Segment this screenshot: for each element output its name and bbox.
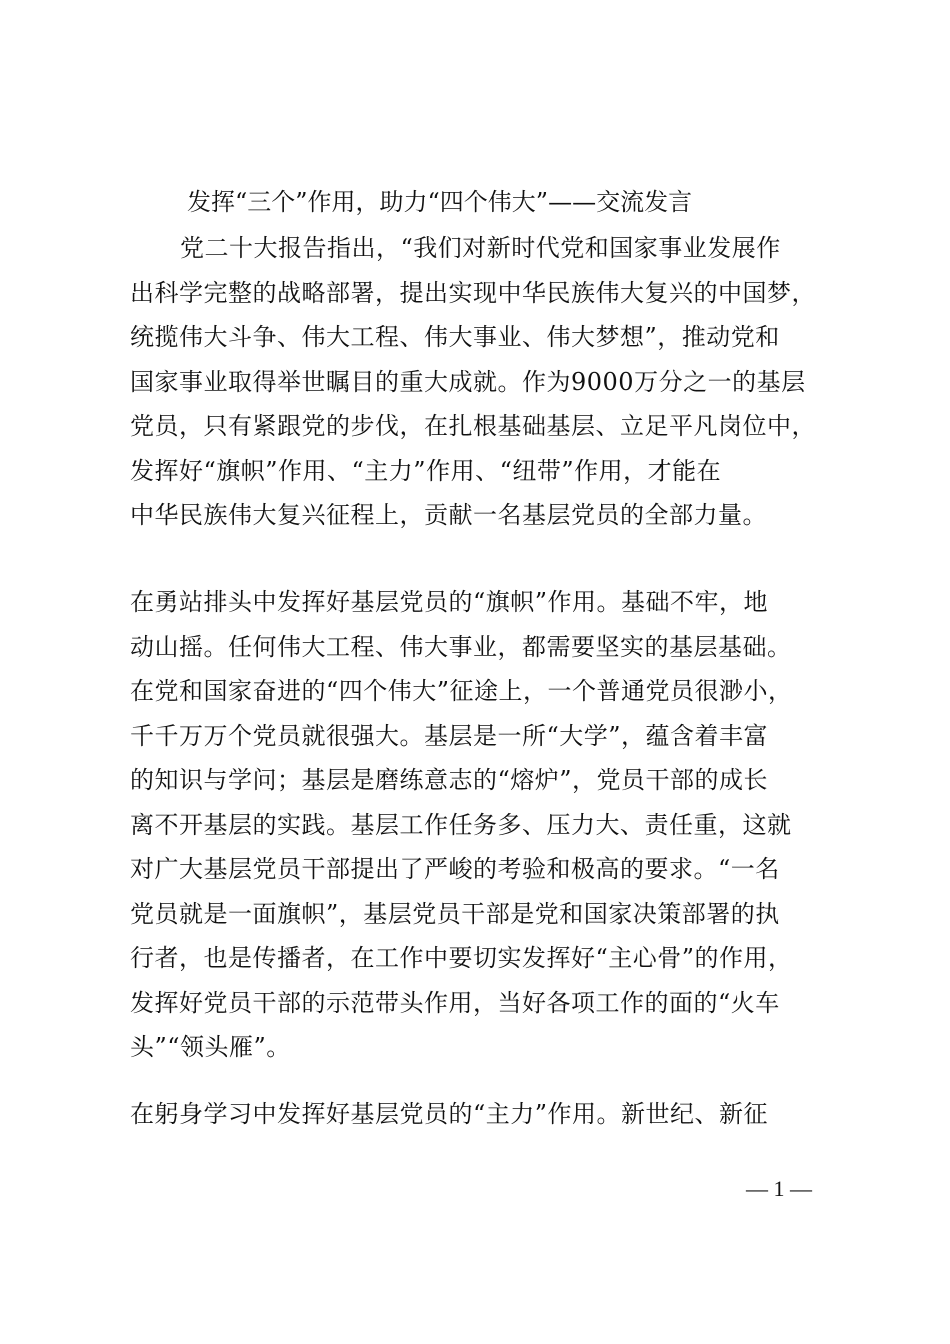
text-line: 千千万万个党员就很强大。基层是一所“大学”，蕴含着丰富 xyxy=(130,721,769,750)
document-title: 发挥“三个”作用，助力“四个伟大”——交流发言 xyxy=(187,188,693,216)
text-line: 离不开基层的实践。基层工作任务多、压力大、责任重，这就 xyxy=(130,810,792,839)
text-line: 党员，只有紧跟党的步伐，在扎根基础基层、立足平凡岗位中， xyxy=(130,412,816,440)
page-number: — 1 — xyxy=(746,1176,812,1201)
text-line: 在党和国家奋进的“四个伟大”征途上，一个普通党员很渺小， xyxy=(130,677,793,705)
text-line: 在躬身学习中发挥好基层党员的“主力”作用。新世纪、新征 xyxy=(130,1100,769,1128)
text-line: 对广大基层党员干部提出了严峻的考验和极高的要求。“一名 xyxy=(130,855,780,883)
text-line: 在勇站排头中发挥好基层党员的“旗帜”作用。基础不牢，地 xyxy=(130,588,769,616)
text-line: 的知识与学问；基层是磨练意志的“熔炉”，党员干部的成长 xyxy=(130,766,769,794)
text-line: 发挥好党员干部的示范带头作用，当好各项工作的面的“火车 xyxy=(130,988,780,1017)
text-line: 发挥好“旗帜”作用、“主力”作用、“纽带”作用，才能在 xyxy=(130,456,722,485)
text-line: 党员就是一面旗帜”，基层党员干部是党和国家决策部署的执 xyxy=(130,899,780,928)
text-line: 动山摇。任何伟大工程、伟大事业，都需要坚实的基层基础。 xyxy=(130,632,792,661)
text-line: 头”“领头雁”。 xyxy=(130,1033,291,1061)
text-line: 中华民族伟大复兴征程上，贡献一名基层党员的全部力量。 xyxy=(130,501,767,529)
paragraph-flag-role xyxy=(130,580,850,1070)
text-line: 国家事业取得举世瞩目的重大成就。作为9000万分之一的基层 xyxy=(130,367,806,396)
text-line: 行者，也是传播者，在工作中要切实发挥好“主心骨”的作用， xyxy=(130,944,793,972)
text-line: 党二十大报告指出，“我们对新时代党和国家事业发展作 xyxy=(180,234,781,262)
paragraph-main-force-role xyxy=(130,1092,850,1137)
paragraph-intro xyxy=(130,226,850,538)
text-line: 出科学完整的战略部署，提出实现中华民族伟大复兴的中国梦， xyxy=(130,278,816,307)
text-line: 统揽伟大斗争、伟大工程、伟大事业、伟大梦想”，推动党和 xyxy=(130,323,780,351)
